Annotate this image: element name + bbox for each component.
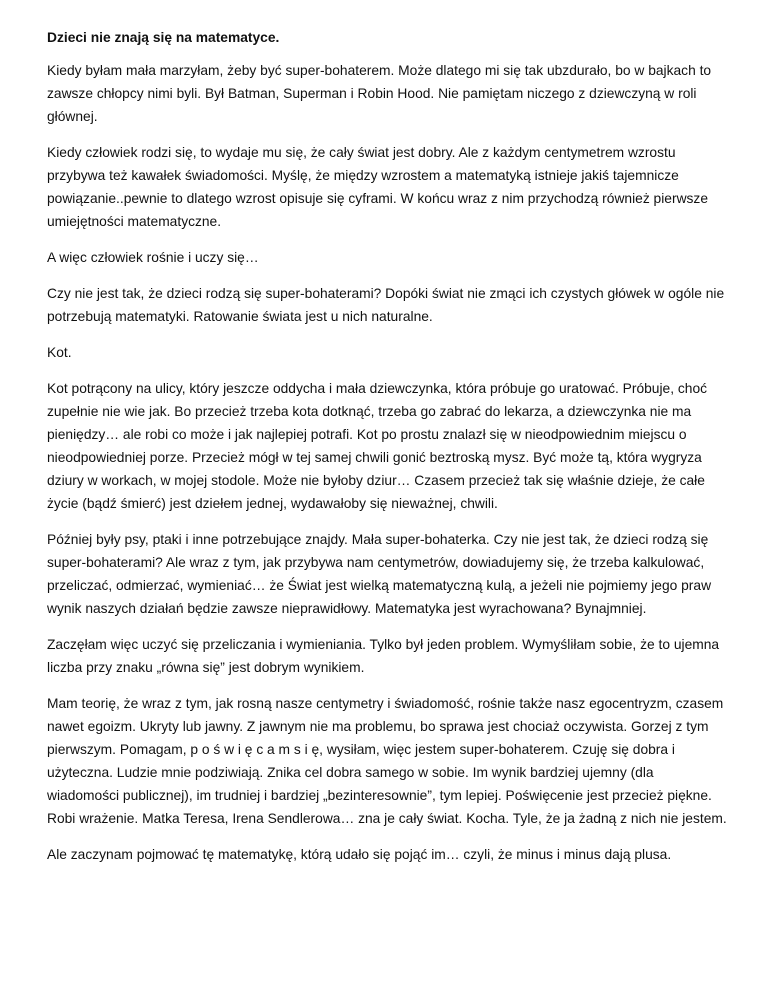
- document-title: Dzieci nie znają się na matematyce.: [47, 30, 280, 45]
- paragraph-2: Kiedy człowiek rodzi się, to wydaje mu się, że cały świat jest dobry. Ale z każdym centymetrem wzrostu przybywa też kawałek świadomości. Myślę, że między wzrostem a matematyką istnieje jakiś tajemnicze powiązanie..pewnie to dlatego wzrost opisuje się cyframi. W końcu wraz z nim przychodzą również pierwsze umiejętności matematyczne.: [47, 145, 708, 229]
- paragraph-9: Mam teorię, że wraz z tym, jak rosną nasze centymetry i świadomość, rośnie także nasz egocentryzm, czasem nawet egoizm. Ukryty lub jawny. Z jawnym nie ma problemu, bo sprawa jest chociaż oczywista. Gorzej z tym pierwszym. Pomagam, p o ś w i ę c a m s i ę, wysiłam, więc jestem super-bohaterem. Czuję się dobra i użyteczna. Ludzie mnie podziwiają. Znika cel dobra samego w sobie. Im wynik bardziej ujemny (dla wiadomości publicznej), im trudniej i bardziej „bezinteresownie”, tym lepiej. Poświęcenie jest przecież piękne. Robi wrażenie. Matka Teresa, Irena Sendlerowa… zna je cały świat. Kocha. Tyle, że ja żadną z nich nie jestem.: [47, 696, 727, 826]
- paragraph-3: A więc człowiek rośnie i uczy się…: [47, 250, 259, 265]
- paragraph-4: Czy nie jest tak, że dzieci rodzą się super-bohaterami? Dopóki świat nie zmąci ich czystych główek w ogóle nie potrzebują matematyki. Ratowanie świata jest u nich naturalne.: [47, 286, 725, 324]
- paragraph-1: Kiedy byłam mała marzyłam, żeby być super-bohaterem. Może dlatego mi się tak ubzdurało, bo w bajkach to zawsze chłopcy nimi byli. Był Batman, Superman i Robin Hood. Nie pamiętam niczego z dziewczyną w roli głównej.: [47, 63, 712, 124]
- paragraph-10: Ale zaczynam pojmować tę matematykę, którą udało się pojąć im… czyli, że minus i minus dają plusa.: [47, 847, 672, 862]
- paragraph-8: Zaczęłam więc uczyć się przeliczania i wymieniania. Tylko był jeden problem. Wymyśliłam sobie, że to ujemna liczba przy znaku „równa się” jest dobrym wynikiem.: [47, 637, 720, 675]
- paragraph-6: Kot potrącony na ulicy, który jeszcze oddycha i mała dziewczynka, która próbuje go uratować. Próbuje, choć zupełnie nie wie jak. Bo przecież trzeba kota dotknąć, trzeba go zabrać do lekarza, a dziewczynka nie ma pieniędzy… ale robi co może i jak najlepiej potrafi. Kot po prostu znalazł się w nieodpowiednim miejscu o nieodpowiedniej porze. Przecież mógł w tej samej chwili gonić beztroską mysz. Być może tą, która wygryza dziury w workach, w mojej stodole. Może nie byłoby dziur… Czasem przecież tak się właśnie dzieje, że całe życie (bądź śmierć) jest dziełem jednej, wydawałoby się nieważnej, chwili.: [47, 381, 708, 511]
- paragraph-7: Później były psy, ptaki i inne potrzebujące znajdy. Mała super-bohaterka. Czy nie jest tak, że dzieci rodzą się super-bohaterami? Ale wraz z tym, jak przybywa nam centymetrów, dowiadujemy się, że trzeba kalkulować, przeliczać, odmierzać, wymieniać… że Świat jest wielką matematyczną kulą, a jeżeli nie pojmiemy jego praw wynik naszych działań będzie zawsze nieprawidłowy. Matematyka jest wyrachowana? Bynajmniej.: [47, 532, 712, 616]
- paragraph-5: Kot.: [47, 345, 72, 360]
- document-page: [47, 26, 727, 879]
